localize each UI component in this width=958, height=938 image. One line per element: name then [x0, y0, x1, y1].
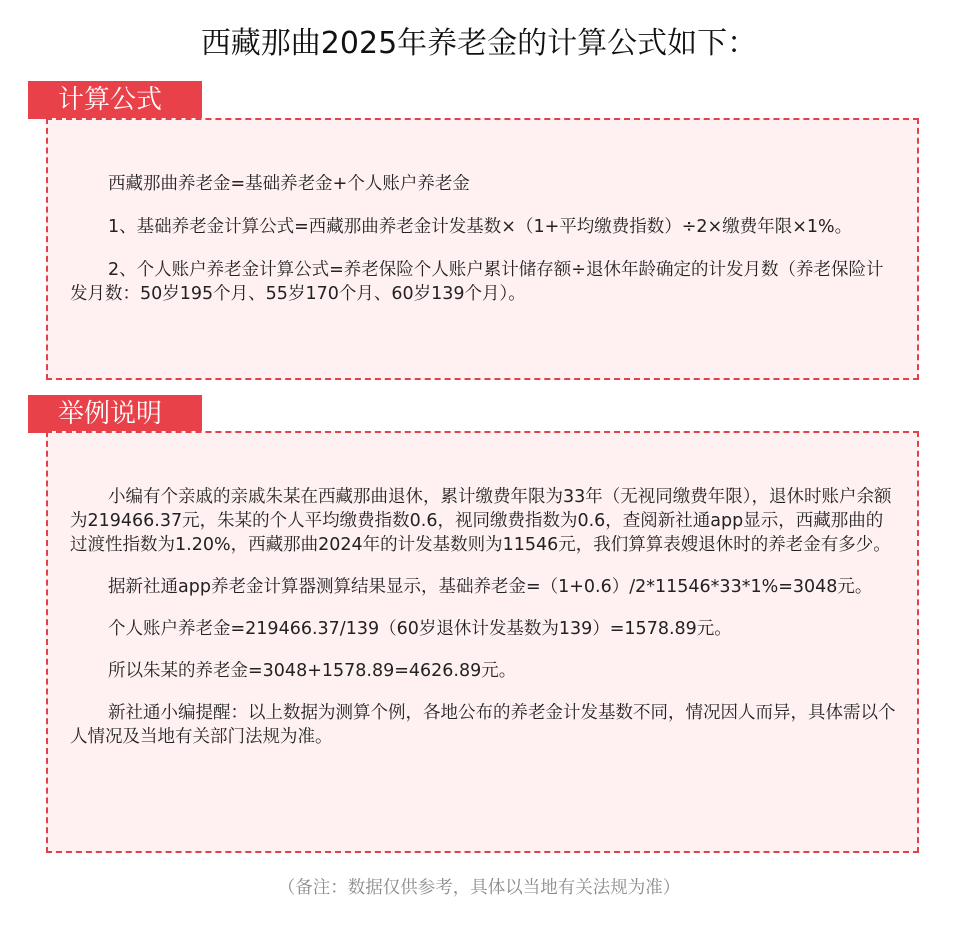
- page-title: 西藏那曲2025年养老金的计算公式如下：: [200, 26, 758, 61]
- paragraph: 个人账户养老金=219466.37/139（60岁退休计发基数为139）=1578.89元。: [108, 619, 732, 639]
- paragraph: 新社通小编提醒：以上数据为测算个例，各地公布的养老金计发基数不同，情况因人而异，具体需以个人情况及当地有关部门法规为准。: [70, 703, 896, 747]
- footnote: （备注：数据仅供参考，具体以当地有关法规为准）: [277, 878, 681, 898]
- paragraph: 所以朱某的养老金=3048+1578.89=4626.89元。: [108, 661, 517, 681]
- section-label-example: 举例说明: [28, 395, 202, 433]
- formula-box: [46, 118, 919, 380]
- paragraph: 2、个人账户养老金计算公式=养老保险个人账户累计储存额÷退休年龄确定的计发月数（养老保险计发月数：50岁195个月、55岁170个月、60岁139个月）。: [70, 260, 884, 304]
- paragraph: 据新社通app养老金计算器测算结果显示，基础养老金=（1+0.6）/2*11546*33*1%=3048元。: [108, 577, 873, 597]
- section-label-formula: 计算公式: [28, 81, 202, 119]
- example-box: [46, 431, 919, 853]
- paragraph: 小编有个亲戚的亲戚朱某在西藏那曲退休，累计缴费年限为33年（无视同缴费年限），退休时账户余额为219466.37元，朱某的个人平均缴费指数0.6，视同缴费指数为0.6，查阅新社通app显示，西藏那曲的过渡性指数为1.20%，西藏那曲2024年的计发基数则为11546元，我们算算表嫂退休时的养老金有多少。: [70, 487, 892, 555]
- paragraph: 1、基础养老金计算公式=西藏那曲养老金计发基数×（1+平均缴费指数）÷2×缴费年限×1%。: [108, 217, 853, 237]
- paragraph: 西藏那曲养老金=基础养老金+个人账户养老金: [108, 174, 470, 194]
